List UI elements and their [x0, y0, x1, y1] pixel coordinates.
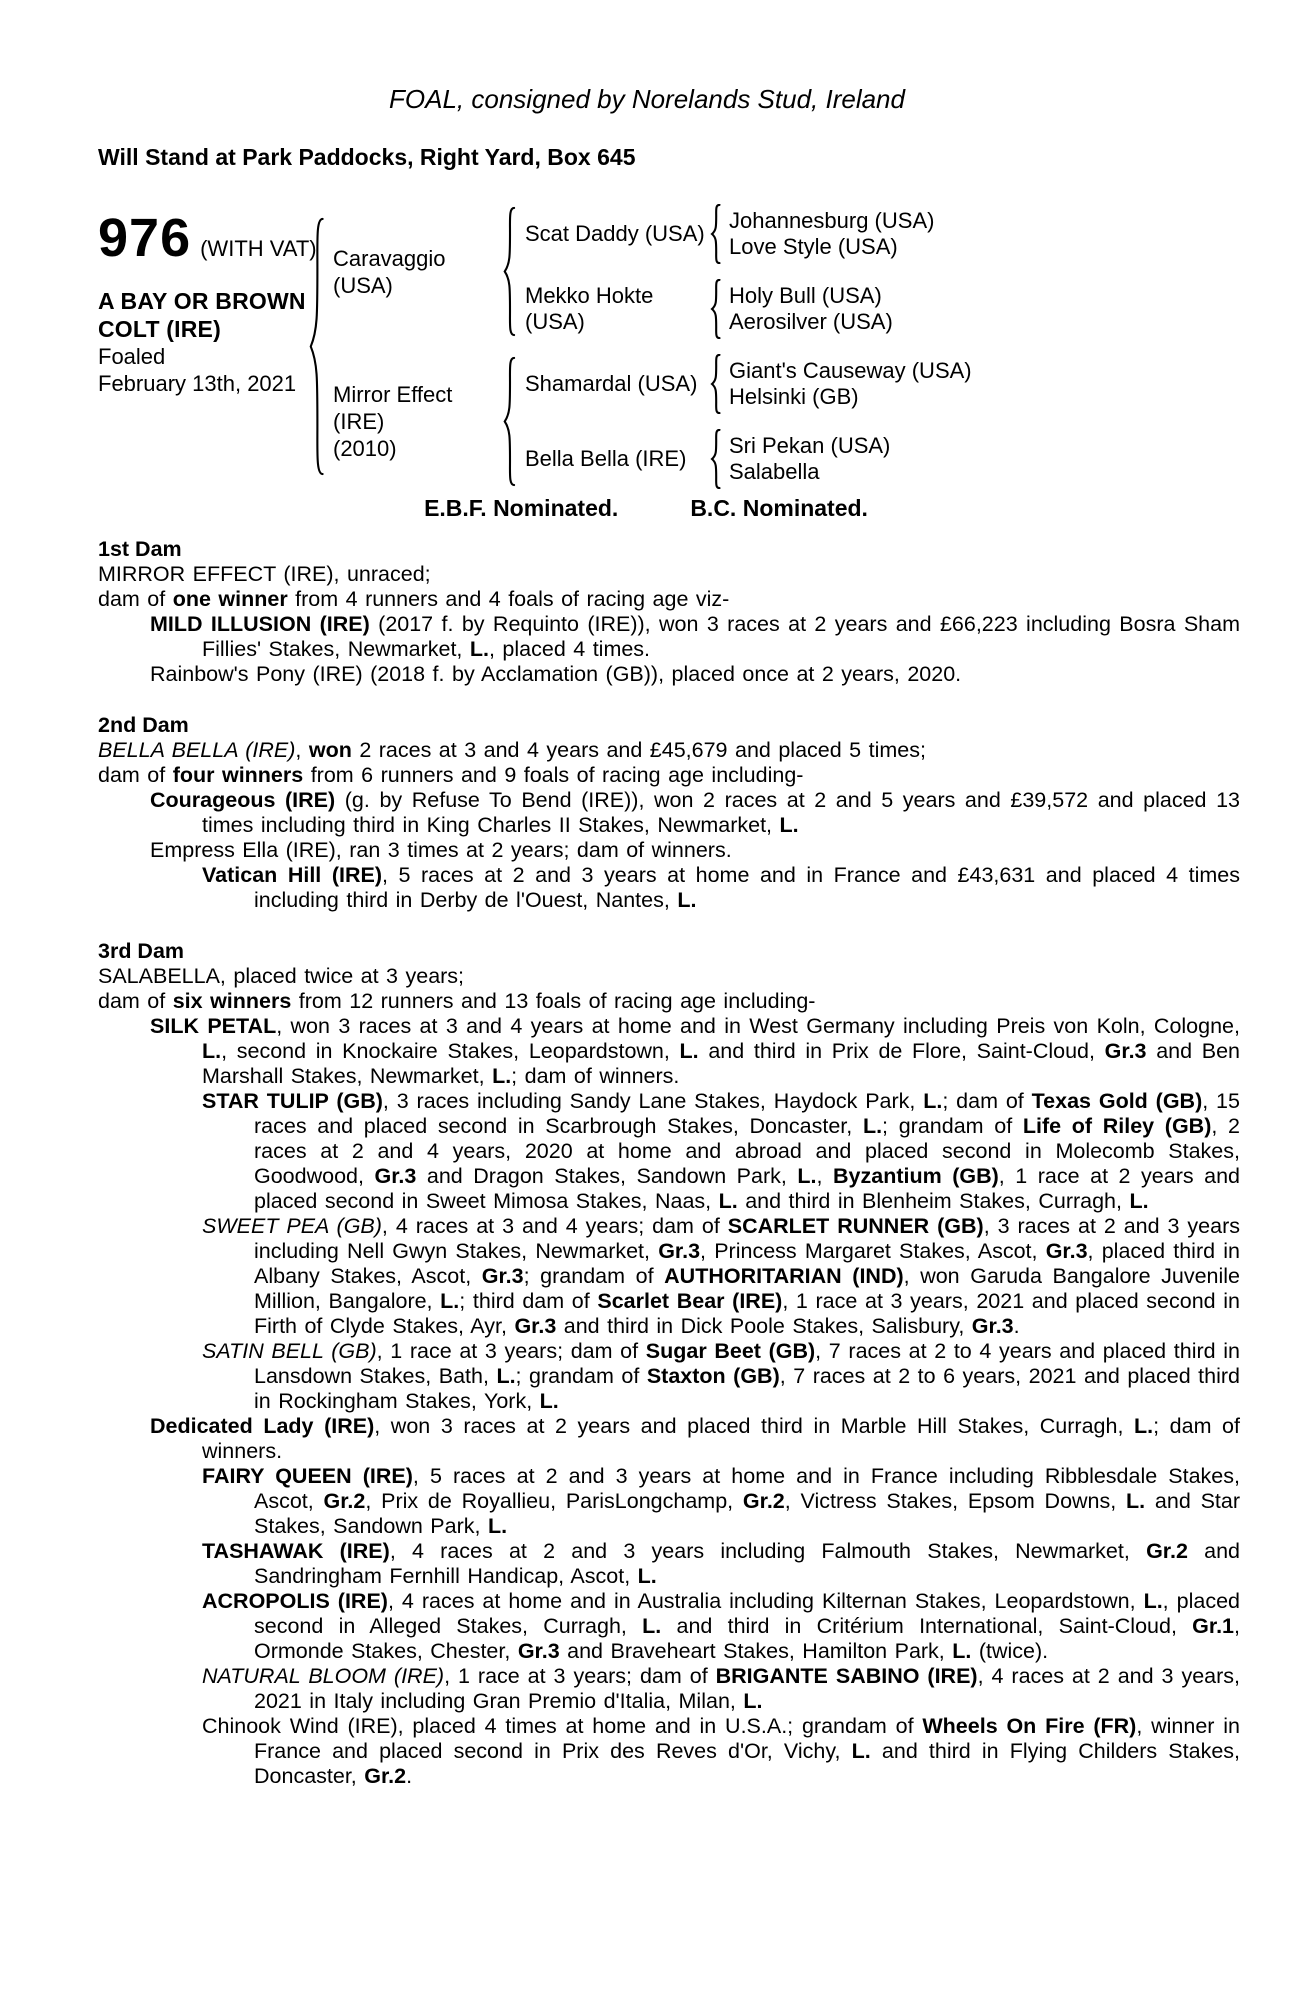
sire-sire-sire-name: Johannesburg (USA)	[729, 208, 935, 233]
curly-brace-icon	[709, 279, 721, 339]
catalogue-paragraph: dam of six winners from 12 runners and 13 foals of racing age including-	[98, 989, 816, 1013]
dam-branch	[333, 353, 1240, 490]
catalogue-paragraph: SILK PETAL, won 3 races at 3 and 4 years at home and in West Germany including Preis von Koln, Cologne, L., second in Knockaire Stakes, Leopardstown, L. and third in Prix de Flore, Saint-Cloud, Gr.3 and Ben Marshall Stakes, Newmarket, L.; dam of winners.	[150, 1014, 1240, 1088]
curly-brace-icon	[709, 354, 721, 414]
dam-dam-branch	[525, 428, 1240, 490]
sire-sire-branch	[525, 203, 1240, 265]
sire-dam-sire-name: Holy Bull (USA)	[729, 283, 882, 308]
catalogue-paragraph: STAR TULIP (GB), 3 races including Sandy Lane Stakes, Haydock Park, L.; dam of Texas Gold (GB), 15 races and placed second in Scarbrough Stakes, Doncaster, L.; grandam of Life of Riley (GB), 2 races at 2 and 4 years, 2020 at home and abroad and placed second in Molecomb Stakes, Goodwood, Gr.3 and Dragon Stakes, Sandown Park, L., Byzantium (GB), 1 race at 2 years and placed second in Sweet Mimosa Stakes, Naas, L. and third in Blenheim Stakes, Curragh, L.	[202, 1089, 1241, 1213]
catalogue-paragraph: BELLA BELLA (IRE), won 2 races at 3 and 4 years and £45,679 and placed 5 times;	[98, 738, 926, 762]
lot-and-description	[98, 208, 317, 490]
sire-sire-name: Scat Daddy (USA)	[525, 221, 705, 246]
curly-brace-icon	[501, 206, 516, 337]
curly-brace-icon	[709, 204, 721, 264]
pedigree-tree	[306, 203, 1240, 490]
pedigree-block	[98, 203, 1240, 490]
catalogue-paragraph: Chinook Wind (IRE), placed 4 times at home and in U.S.A.; grandam of Wheels On Fire (FR), winner in France and placed second in Prix des Reves d'Or, Vichy, L. and third in Flying Childers Stakes, Doncaster, Gr.2.	[202, 1714, 1240, 1788]
catalogue-sections	[98, 537, 1240, 1789]
catalogue-paragraph: MILD ILLUSION (IRE) (2017 f. by Requinto (IRE)), won 3 races at 2 years and £66,223 including Bosra Sham Fillies' Stakes, Newmarket, L., placed 4 times.	[150, 612, 1240, 661]
dam-section-heading: 1st Dam	[98, 537, 182, 561]
lot-row	[98, 208, 317, 268]
catalogue-paragraph: FAIRY QUEEN (IRE), 5 races at 2 and 3 years at home and in France including Ribblesdale Stakes, Ascot, Gr.2, Prix de Royallieu, ParisLongchamp, Gr.2, Victress Stakes, Epsom Downs, L. and Star Stakes, Sandown Park, L.	[202, 1464, 1241, 1538]
dam-sire-sire-name: Giant's Causeway (USA)	[729, 358, 972, 383]
catalogue-paragraph: Empress Ella (IRE), ran 3 times at 2 years; dam of winners.	[150, 838, 732, 862]
dam-section-heading: 3rd Dam	[98, 939, 185, 963]
catalogue-paragraph: ACROPOLIS (IRE), 4 races at home and in Australia including Kilternan Stakes, Leopardstown, L., placed second in Alleged Stakes, Curragh, L. and third in Critérium International, Saint-Cloud, Gr.1, Ormonde Stakes, Chester, Gr.3 and Braveheart Stakes, Hamilton Park, L. (twice).	[202, 1589, 1240, 1663]
catalogue-paragraph: TASHAWAK (IRE), 4 races at 2 and 3 years including Falmouth Stakes, Newmarket, Gr.2 and Sandringham Fernhill Handicap, Ascot, L.	[202, 1539, 1240, 1588]
dam-sire-branch	[525, 353, 1240, 415]
catalogue-paragraph: dam of one winner from 4 runners and 4 foals of racing age viz-	[98, 587, 730, 611]
catalogue-paragraph: Dedicated Lady (IRE), won 3 races at 2 years and placed third in Marble Hill Stakes, Curragh, L.; dam of winners.	[150, 1414, 1240, 1463]
dam-section-heading: 2nd Dam	[98, 713, 189, 737]
catalogue-paragraph: Vatican Hill (IRE), 5 races at 2 and 3 years at home and in France and £43,631 and placed 4 times including third in Derby de l'Ouest, Nantes, L.	[202, 863, 1240, 912]
dam-year: (2010)	[333, 436, 397, 461]
catalogue-paragraph: dam of four winners from 6 runners and 9 foals of racing age including-	[98, 763, 804, 787]
sire-dam-branch	[525, 278, 1240, 340]
vat-note: (WITH VAT)	[200, 236, 317, 261]
sire-name: Caravaggio (USA)	[333, 245, 446, 298]
catalogue-paragraph: Rainbow's Pony (IRE) (2018 f. by Acclamation (GB)), placed once at 2 years, 2020.	[150, 662, 962, 686]
sire-sire-dam-name: Love Style (USA)	[729, 234, 898, 259]
foaled-date: February 13th, 2021	[98, 371, 297, 396]
dam-sire-dam-name: Helsinki (GB)	[729, 384, 859, 409]
colt-description-line1: A BAY OR BROWN	[98, 288, 306, 314]
nominations-row	[98, 495, 1240, 521]
stand-location-line: Will Stand at Park Paddocks, Right Yard, Box 645	[98, 144, 636, 170]
dam-section	[98, 537, 1240, 687]
bc-nominated-label: B.C. Nominated.	[690, 495, 868, 521]
colt-description	[98, 287, 306, 397]
catalogue-paragraph: MIRROR EFFECT (IRE), unraced;	[98, 562, 431, 586]
ebf-nominated-label: E.B.F. Nominated.	[424, 495, 619, 521]
catalogue-paragraph: SALABELLA, placed twice at 3 years;	[98, 964, 465, 988]
sire-dam-name: Mekko Hokte (USA)	[525, 283, 654, 334]
foaled-label: Foaled	[98, 344, 166, 369]
sire-dam-dam-name: Aerosilver (USA)	[729, 309, 893, 334]
dam-dam-dam-name: Salabella	[729, 459, 820, 484]
catalogue-paragraph: SWEET PEA (GB), 4 races at 3 and 4 years; dam of SCARLET RUNNER (GB), 3 races at 2 and 3 years including Nell Gwyn Stakes, Newmarket, Gr.3, Princess Margaret Stakes, Ascot, Gr.3, placed third in Albany Stakes, Ascot, Gr.3; grandam of AUTHORITARIAN (IND), won Garuda Bangalore Juvenile Million, Bangalore, L.; third dam of Scarlet Bear (IRE), 1 race at 3 years, 2021 and placed second in Firth of Clyde Stakes, Ayr, Gr.3 and third in Dick Poole Stakes, Salisbury, Gr.3.	[202, 1214, 1241, 1338]
colt-description-line2: COLT (IRE)	[98, 316, 221, 342]
dam-section	[98, 939, 1240, 1789]
dam-section	[98, 713, 1240, 913]
catalogue-paragraph: NATURAL BLOOM (IRE), 1 race at 3 years; dam of BRIGANTE SABINO (IRE), 4 races at 2 and 3 years, 2021 in Italy including Gran Premio d'Italia, Milan, L.	[202, 1664, 1240, 1713]
dam-name-block	[333, 381, 501, 462]
curly-brace-icon	[501, 356, 516, 487]
dam-sire-name: Shamardal (USA)	[525, 371, 698, 396]
curly-brace-icon	[306, 215, 325, 478]
consignor-title: FOAL, consigned by Norelands Stud, Ireland	[389, 84, 905, 114]
curly-brace-icon	[709, 429, 721, 489]
catalogue-paragraph: SATIN BELL (GB), 1 race at 3 years; dam of Sugar Beet (GB), 7 races at 2 to 4 years and placed third in Lansdown Stakes, Bath, L.; grandam of Staxton (GB), 7 races at 2 to 6 years, 2021 and placed third in Rockingham Stakes, York, L.	[202, 1339, 1241, 1413]
sire-branch	[333, 203, 1240, 340]
catalogue-paragraph: Courageous (IRE) (g. by Refuse To Bend (IRE)), won 2 races at 2 and 5 years and £39,572 and placed 13 times including third in King Charles II Stakes, Newmarket, L.	[150, 788, 1240, 837]
dam-dam-name: Bella Bella (IRE)	[525, 446, 687, 471]
lot-number: 976	[98, 208, 192, 268]
dam-dam-sire-name: Sri Pekan (USA)	[729, 433, 891, 458]
dam-name: Mirror Effect (IRE)	[333, 382, 453, 434]
